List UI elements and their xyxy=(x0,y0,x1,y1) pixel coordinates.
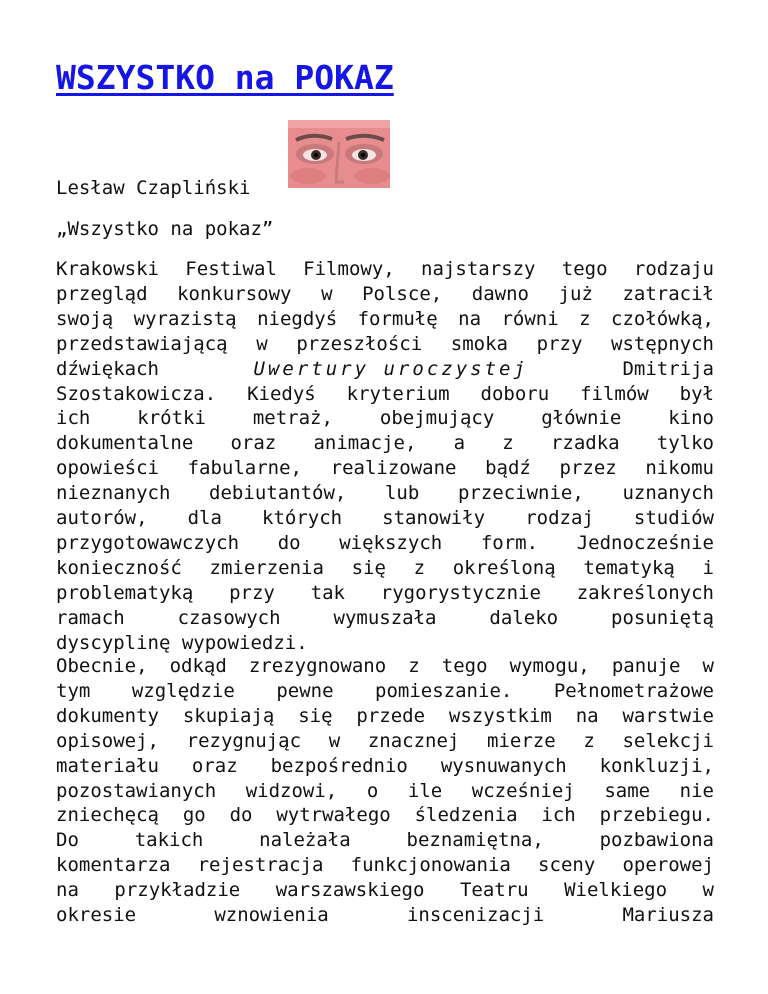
text-line: konieczność zmierzenia się z określoną tematyką i xyxy=(56,556,714,579)
text-line: Do takich należała beznamiętna, pozbawiona xyxy=(56,829,714,852)
text-line: przygotowawczych do większych form. Jednocześnie xyxy=(56,531,714,554)
article-title-link[interactable]: WSZYSTKO na POKAZ xyxy=(56,58,394,97)
text-line: opisowej, rezygnując w znacznej mierze z selekcji xyxy=(56,729,714,752)
author-photo xyxy=(288,120,390,188)
text-line: Obecnie, odkąd zrezygnowano z tego wymogu, panuje w xyxy=(56,655,714,677)
paragraph-2 xyxy=(56,654,714,928)
article-subtitle: „Wszystko na pokaz” xyxy=(56,218,274,240)
text-line: materiału oraz bezpośrednio wysnuwanych konkluzji, xyxy=(56,754,714,777)
text-line: dyscyplinę wypowiedzi. xyxy=(56,631,308,654)
text-line: ramach czasowych wymuszała daleko posuniętą xyxy=(56,606,714,629)
text-line: pozostawianych widzowi, o ile wcześniej same nie xyxy=(56,779,714,802)
text-segment: Dmitrija xyxy=(622,357,714,380)
text-line xyxy=(56,357,714,382)
text-line: dokumenty skupiają się przede wszystkim na warstwie xyxy=(56,704,714,727)
author-name: Lesław Czapliński xyxy=(56,177,251,199)
text-line: przegląd konkursowy w Polsce, dawno już zatracił xyxy=(56,282,714,305)
text-line: zniechęcą go do wytrwałego śledzenia ich przebiegu. xyxy=(56,804,714,827)
paragraph-1 xyxy=(56,257,714,656)
text-line: ich krótki metraż, obejmujący głównie kino xyxy=(56,407,714,430)
text-segment: dźwiękach xyxy=(56,357,159,380)
text-line: autorów, dla których stanowiły rodzaj studiów xyxy=(56,507,714,530)
italic-work-title: Uwertury uroczystej xyxy=(253,357,528,380)
text-line: na przykładzie warszawskiego Teatru Wielkiego w xyxy=(56,879,714,902)
text-line: problematyką przy tak rygorystycznie zakreślonych xyxy=(56,581,714,604)
author-portrait-icon xyxy=(288,120,390,188)
text-line: przedstawiającą w przeszłości smoka przy wstępnych xyxy=(56,332,714,355)
text-line: komentarza rejestracja funkcjonowania sceny operowej xyxy=(56,854,714,877)
text-line: dokumentalne oraz animacje, a z rzadka tylko xyxy=(56,432,714,455)
text-line: Krakowski Festiwal Filmowy, najstarszy tego rodzaju xyxy=(56,258,714,280)
text-line: tym względzie pewne pomieszanie. Pełnometrażowe xyxy=(56,679,714,702)
text-line: Szostakowicza. Kiedyś kryterium doboru filmów był xyxy=(56,382,714,405)
text-line: okresie wznowienia inscenizacji Mariusza xyxy=(56,904,714,927)
text-line: nieznanych debiutantów, lub przeciwnie, uznanych xyxy=(56,482,714,505)
text-line: opowieści fabularne, realizowane bądź przez nikomu xyxy=(56,457,714,480)
text-line: swoją wyrazistą niegdyś formułę na równi z czołówką, xyxy=(56,307,714,330)
